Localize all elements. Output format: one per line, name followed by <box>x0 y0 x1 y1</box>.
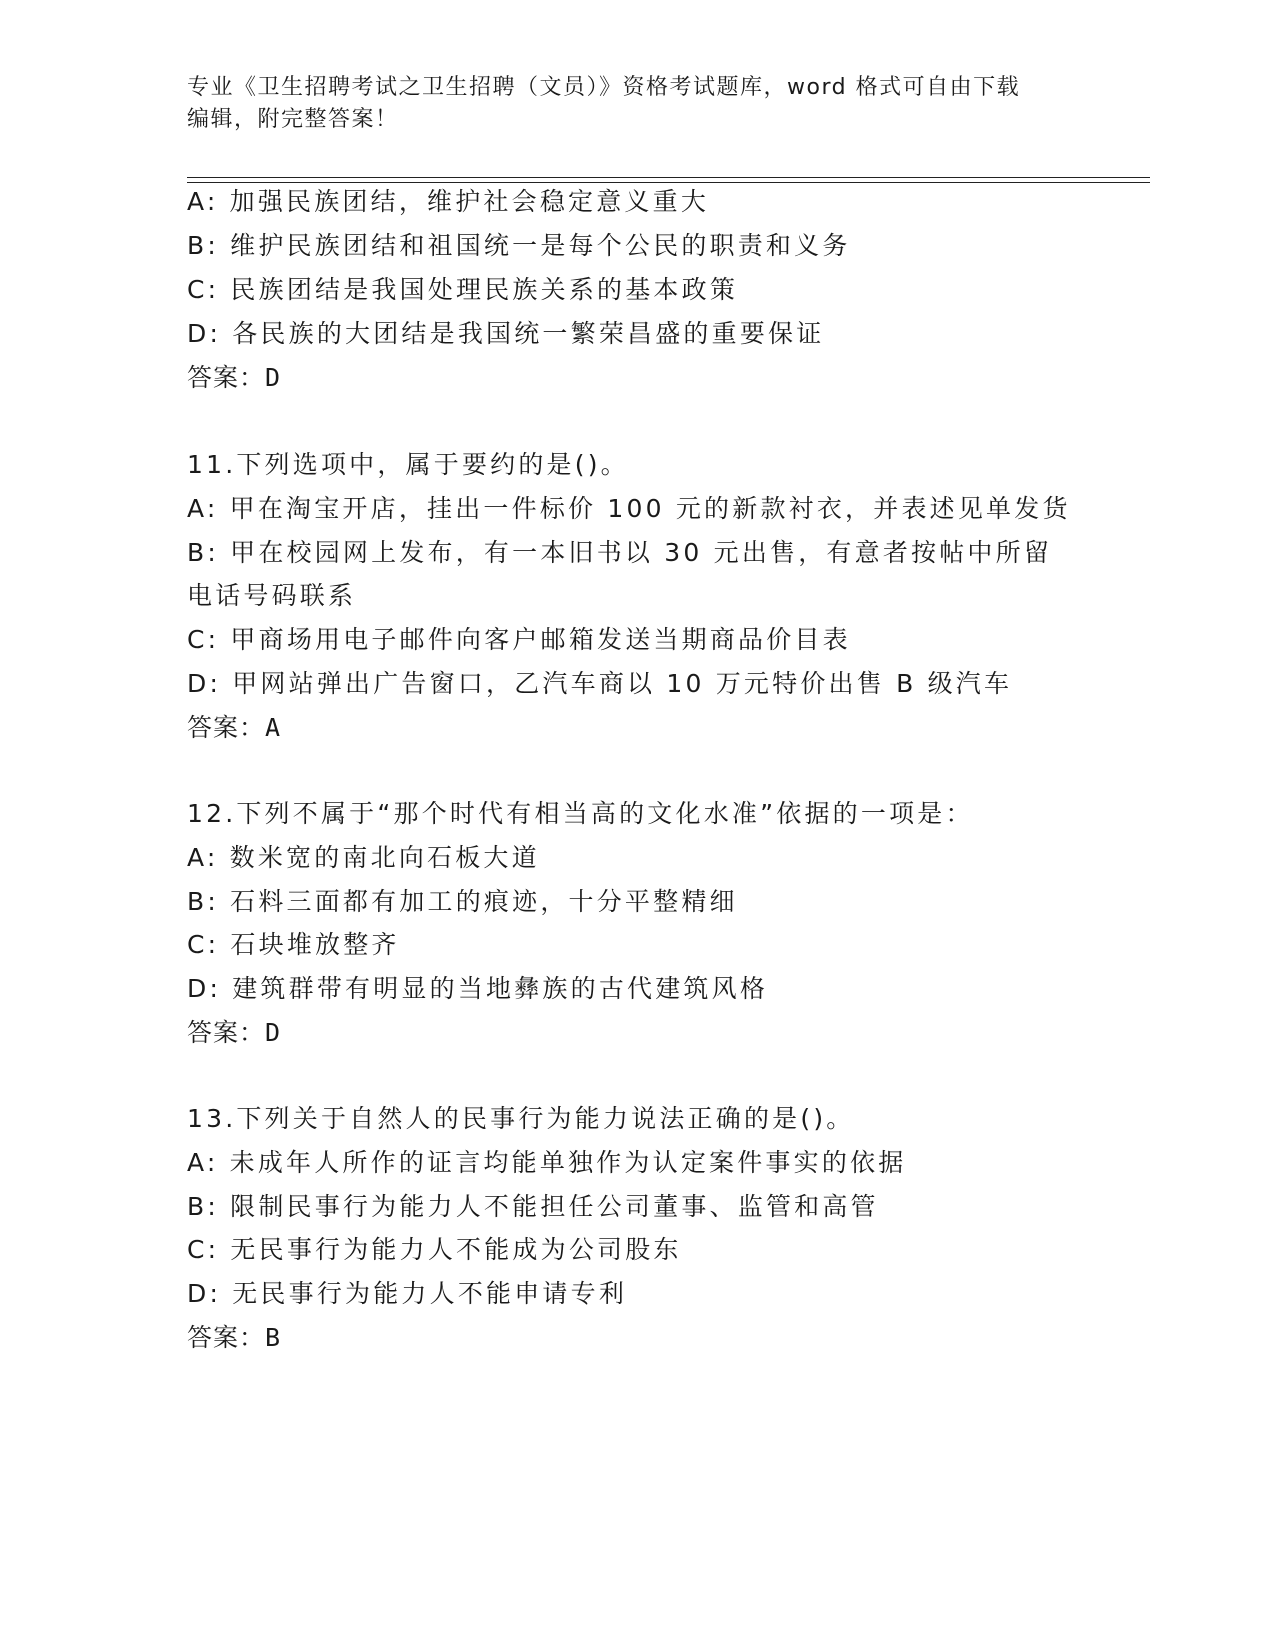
answer-value: B <box>265 1323 282 1352</box>
answer-label: 答案： <box>187 713 266 742</box>
header-line-2: 编辑，附完整答案！ <box>187 107 399 132</box>
document-header <box>187 72 1087 136</box>
header-divider-top <box>187 177 1150 178</box>
answer-value: A <box>265 713 282 742</box>
option-d: D: 各民族的大团结是我国统一繁荣昌盛的重要保证 <box>187 319 825 348</box>
answer-label: 答案： <box>187 1018 266 1047</box>
option-b: B: 限制民事行为能力人不能担任公司董事、监管和高管 <box>187 1192 879 1221</box>
answer-line <box>187 361 281 395</box>
answer-label: 答案： <box>187 363 266 392</box>
option-d: D: 建筑群带有明显的当地彝族的古代建筑风格 <box>187 974 769 1003</box>
question-stem: 13.下列关于自然人的民事行为能力说法正确的是()。 <box>187 1104 855 1133</box>
answer-line <box>187 1321 281 1355</box>
header-divider-bottom <box>187 182 1150 183</box>
option-a: A: 未成年人所作的证言均能单独作为认定案件事实的依据 <box>187 1148 907 1177</box>
answer-value: D <box>265 363 282 392</box>
answer-line <box>187 1016 281 1050</box>
option-c: C: 民族团结是我国处理民族关系的基本政策 <box>187 275 739 304</box>
option-c: C: 石块堆放整齐 <box>187 930 400 959</box>
option-b-continued: 电话号码联系 <box>187 581 357 610</box>
option-d: D: 无民事行为能力人不能申请专利 <box>187 1279 628 1308</box>
answer-label: 答案： <box>187 1323 266 1352</box>
option-c: C: 甲商场用电子邮件向客户邮箱发送当期商品价目表 <box>187 625 851 654</box>
option-b: B: 维护民族团结和祖国统一是每个公民的职责和义务 <box>187 231 851 260</box>
question-stem: 11.下列选项中，属于要约的是()。 <box>187 450 629 479</box>
option-b: B: 甲在校园网上发布，有一本旧书以 30 元出售，有意者按帖中所留 <box>187 538 1053 567</box>
option-a: A: 加强民族团结，维护社会稳定意义重大 <box>187 187 710 216</box>
option-a: A: 数米宽的南北向石板大道 <box>187 843 540 872</box>
answer-value: D <box>265 1018 282 1047</box>
header-line-1: 专业《卫生招聘考试之卫生招聘（文员）》资格考试题库，word 格式可自由下载 <box>187 75 1021 100</box>
option-a: A: 甲在淘宝开店，挂出一件标价 100 元的新款衬衣，并表述见单发货 <box>187 494 1071 523</box>
question-stem: 12.下列不属于“那个时代有相当高的文化水准”依据的一项是： <box>187 799 974 828</box>
option-c: C: 无民事行为能力人不能成为公司股东 <box>187 1235 682 1264</box>
answer-line <box>187 711 281 745</box>
option-d: D: 甲网站弹出广告窗口，乙汽车商以 10 万元特价出售 B 级汽车 <box>187 669 1013 698</box>
option-b: B: 石料三面都有加工的痕迹，十分平整精细 <box>187 887 738 916</box>
